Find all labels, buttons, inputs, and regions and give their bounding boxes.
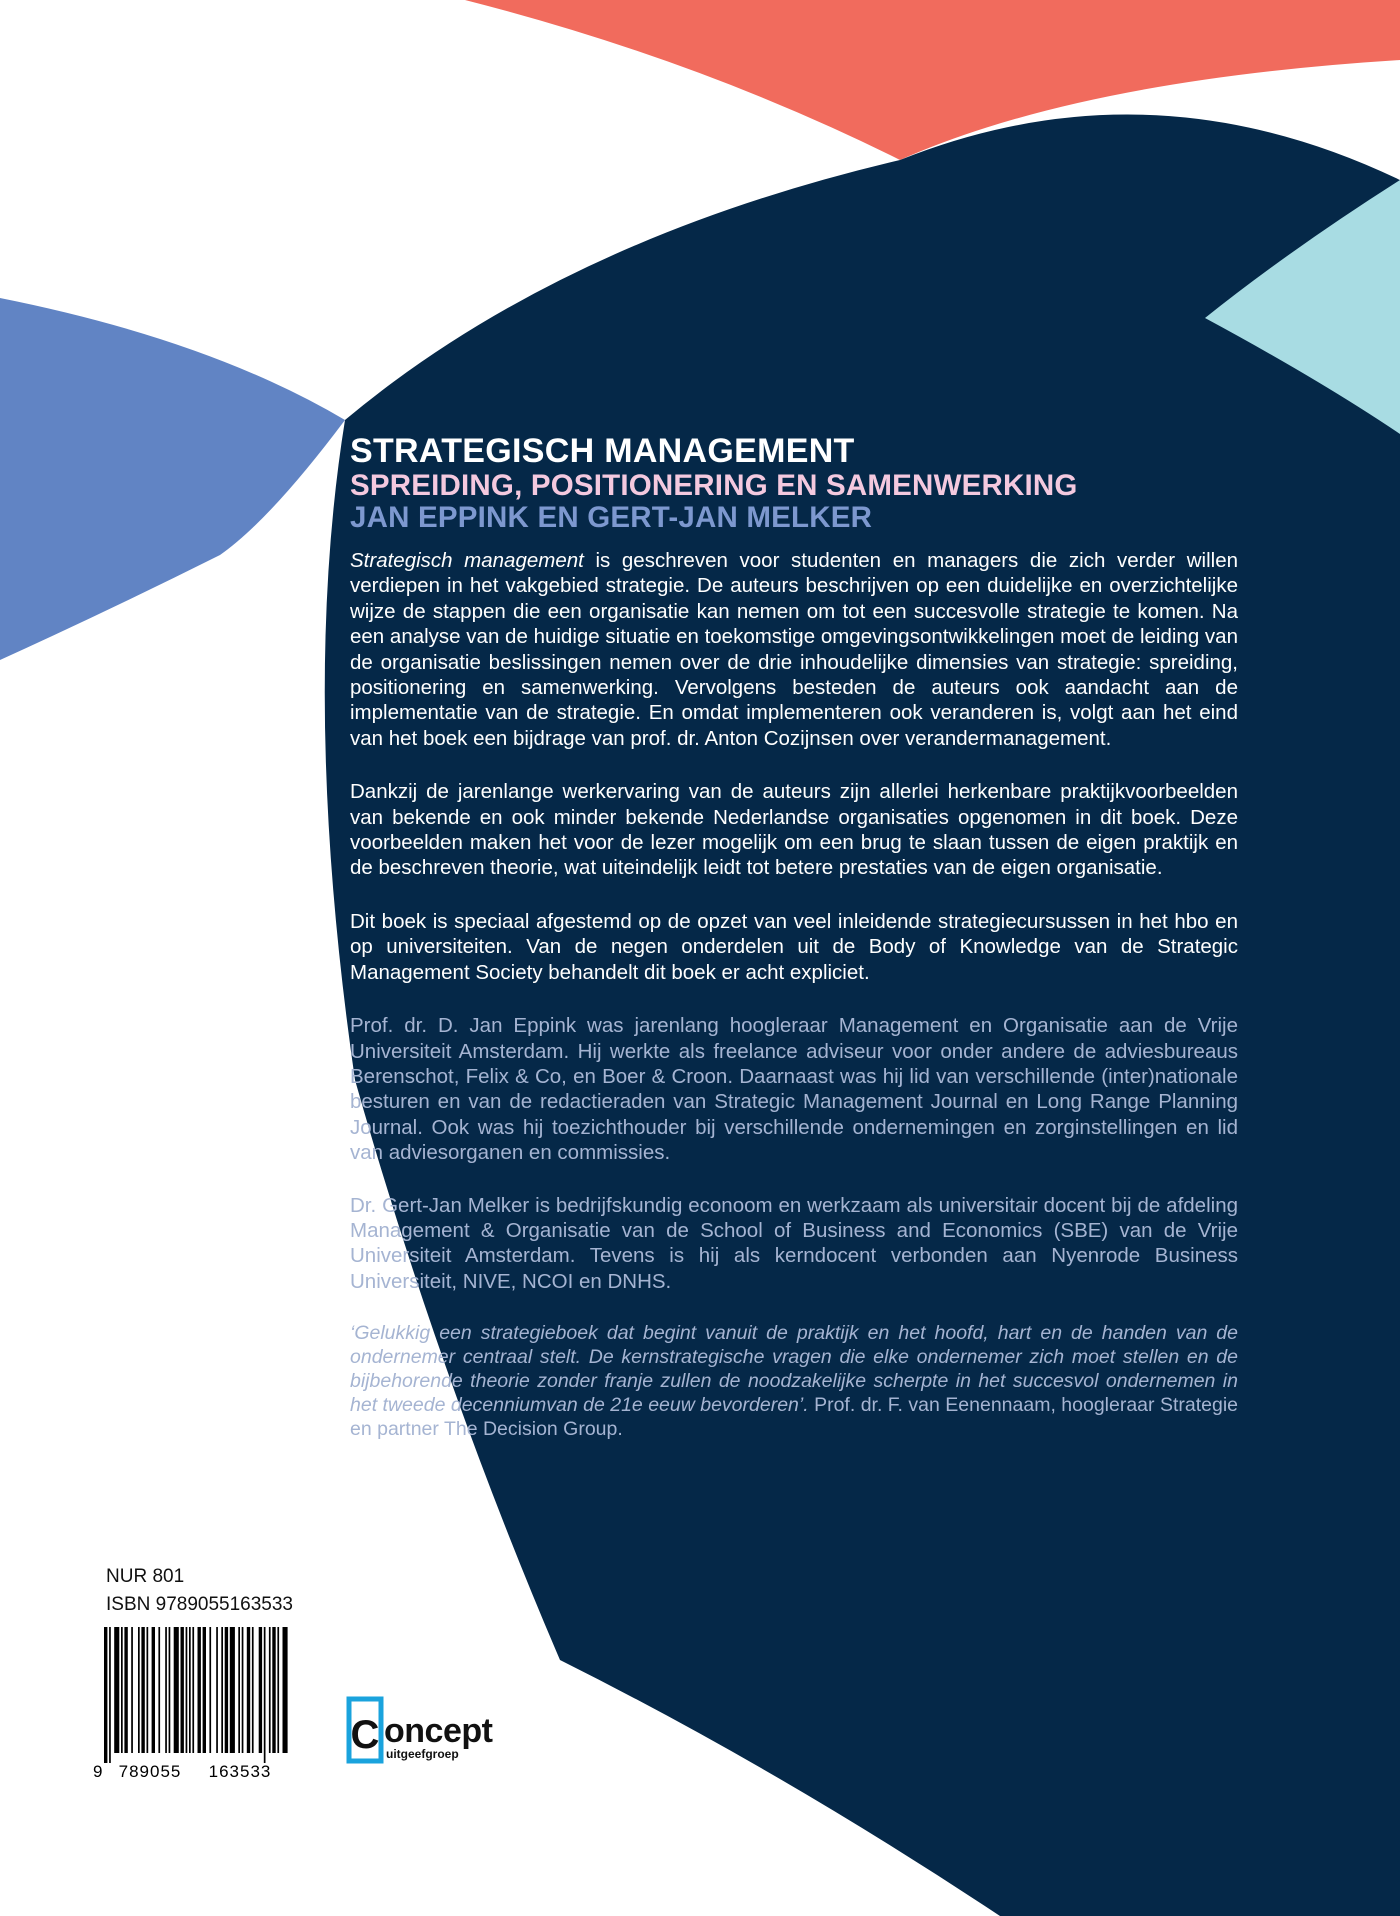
barcode-bar: [283, 1627, 288, 1753]
logo-letter: C: [350, 1713, 380, 1757]
intro-text: is geschreven voor studenten en managers die zich verder willen verdiepen in het vakgebied strategie. De auteurs beschrijven op een duidelijke en overzichtelijke wijze de stappen die een organisatie kan nemen om tot een succesvolle strategie te komen. Na een analyse van de huidige situatie en toekomstige omgevingsontwikkelingen moet de leiding van de organisatie beslissingen nemen over de drie inhoudelijke dimensies van strategie: spreiding, positionering en samenwerking. Vervolgens besteden de auteurs ook aandacht aan de implementatie van de strategie. En omdat implementeren ook veranderen is, volgt aan het eind van het boek een bijdrage van prof. dr. Anton Cozijnsen over verandermanagement.: [350, 549, 1238, 750]
barcode: [92, 1627, 292, 1779]
barcode-bar: [209, 1627, 211, 1753]
barcode-bar: [189, 1627, 191, 1753]
logo-word: oncept: [384, 1712, 493, 1750]
barcode-bar: [121, 1627, 123, 1753]
book-subtitle: SPREIDING, POSITIONERING EN SAMENWERKING: [350, 469, 1078, 502]
barcode-bar: [131, 1627, 133, 1753]
book-authors: JAN EPPINK EN GERT-JAN MELKER: [350, 501, 873, 534]
bio-melker: Dr. Gert-Jan Melker is bedrijfskundig econoom en werkzaam als universitair docent bij de afdeling Management & Organisatie van de School of Business and Economics (SBE) van de Vrije Universiteit Amsterdam. Tevens is hij als kerndocent verbonden aan Nyenrode Business Universiteit, NIVE, NCOI en DNHS.: [350, 1193, 1238, 1293]
barcode-bar: [259, 1627, 262, 1753]
barcode-bar: [114, 1627, 119, 1753]
quote-attribution: Prof. dr. F. van Eenennaam, hoogleraar Strategie en partner The Decision Group.: [350, 1394, 1238, 1441]
barcode-bar: [174, 1627, 179, 1753]
isbn-code: ISBN 9789055163533: [106, 1594, 293, 1615]
quote-text: ‘Gelukkig een strategieboek dat begint vanuit de praktijk en het hoofd, hart en de handen van de ondernemer centraal stelt. De kernstrategische vragen die elke ondernemer zich moet stellen en de bijbehorende theorie zonder franje zullen de noodzakelijke scherpte in het succesvol ondernemen in het tweede decenniumvan de 21e eeuw bevorderen’.: [350, 1322, 1238, 1417]
barcode-digit-first: 9: [93, 1762, 103, 1779]
barcode-bar: [216, 1627, 218, 1753]
barcode-bar: [158, 1627, 160, 1753]
barcode-digits-left: 789055: [118, 1762, 182, 1779]
barcode-bar: [247, 1627, 250, 1753]
intro-paragraph: [350, 548, 1238, 751]
publisher-logo: [346, 1696, 496, 1766]
barcode-bar: [152, 1627, 155, 1753]
barcode-bar: [104, 1627, 107, 1763]
barcode-bar: [272, 1627, 275, 1753]
paragraph-courses: Dit boek is speciaal afgestemd op de opzet van veel inleidende strategiecursussen in het hbo en op universiteiten. Van de negen onderdelen uit de Body of Knowledge van de Strategic Management Society behandelt dit boek er acht expliciet.: [350, 909, 1238, 984]
barcode-bar: [141, 1627, 144, 1753]
barcode-bar: [186, 1627, 188, 1753]
bio-eppink: Prof. dr. D. Jan Eppink was jarenlang hoogleraar Management en Organisatie aan de Vrije Universiteit Amsterdam. Hij werkte als freelance adviseur voor onder andere de adviesbureaus Berenschot, Felix & Co, en Boer & Croon. Daarnaast was hij lid van verschillende (inter)nationale besturen en van de redactieraden van Strategic Management Journal en Long Range Planning Journal. Ook was hij toezichthouder bij verschillende ondernemingen en zorginstellingen en lid van adviesorganen en commissies.: [350, 1014, 1238, 1165]
barcode-bar: [252, 1627, 254, 1753]
barcode-bar: [277, 1627, 279, 1753]
barcode-bar: [264, 1627, 266, 1763]
barcode-bar: [147, 1627, 149, 1753]
intro-book-name: Strategisch management: [350, 549, 584, 572]
blue-shape: [0, 298, 345, 660]
barcode-digits-right: 163533: [208, 1762, 272, 1779]
barcode-bar: [138, 1627, 140, 1753]
barcode-bar: [242, 1627, 244, 1753]
cover-text: [350, 432, 1238, 1441]
barcode-bar: [269, 1627, 271, 1753]
book-title: STRATEGISCH MANAGEMENT: [350, 432, 855, 470]
barcode-bar: [165, 1627, 167, 1753]
book-meta: [106, 1563, 293, 1619]
barcode-bar: [230, 1627, 235, 1753]
barcode-bar: [203, 1627, 206, 1753]
barcode-bar: [181, 1627, 184, 1753]
barcode-bars: [104, 1627, 288, 1763]
logo-subtitle: uitgeefgroep: [386, 1747, 459, 1761]
barcode-bar: [238, 1627, 240, 1753]
paragraph-experience: Dankzij de jarenlange werkervaring van de auteurs zijn allerlei herkenbare praktijkvoorbeelden van bekende en ook minder bekende Nederlandse organisaties opgenomen in dit boek. Deze voorbeelden maken het voor de lezer mogelijk om een brug te slaan tussen de eigen praktijk en de beschreven theorie, wat uiteindelijk leidt tot betere prestaties van de eigen organisatie.: [350, 780, 1238, 880]
barcode-bar: [225, 1627, 228, 1753]
barcode-bar: [169, 1627, 171, 1753]
nur-code: NUR 801: [106, 1566, 185, 1587]
barcode-bar: [124, 1627, 127, 1753]
barcode-bar: [192, 1627, 194, 1753]
barcode-bar: [198, 1627, 201, 1753]
barcode-bar: [109, 1627, 111, 1763]
endorsement-quote: [350, 1321, 1238, 1441]
barcode-bar: [221, 1627, 223, 1753]
